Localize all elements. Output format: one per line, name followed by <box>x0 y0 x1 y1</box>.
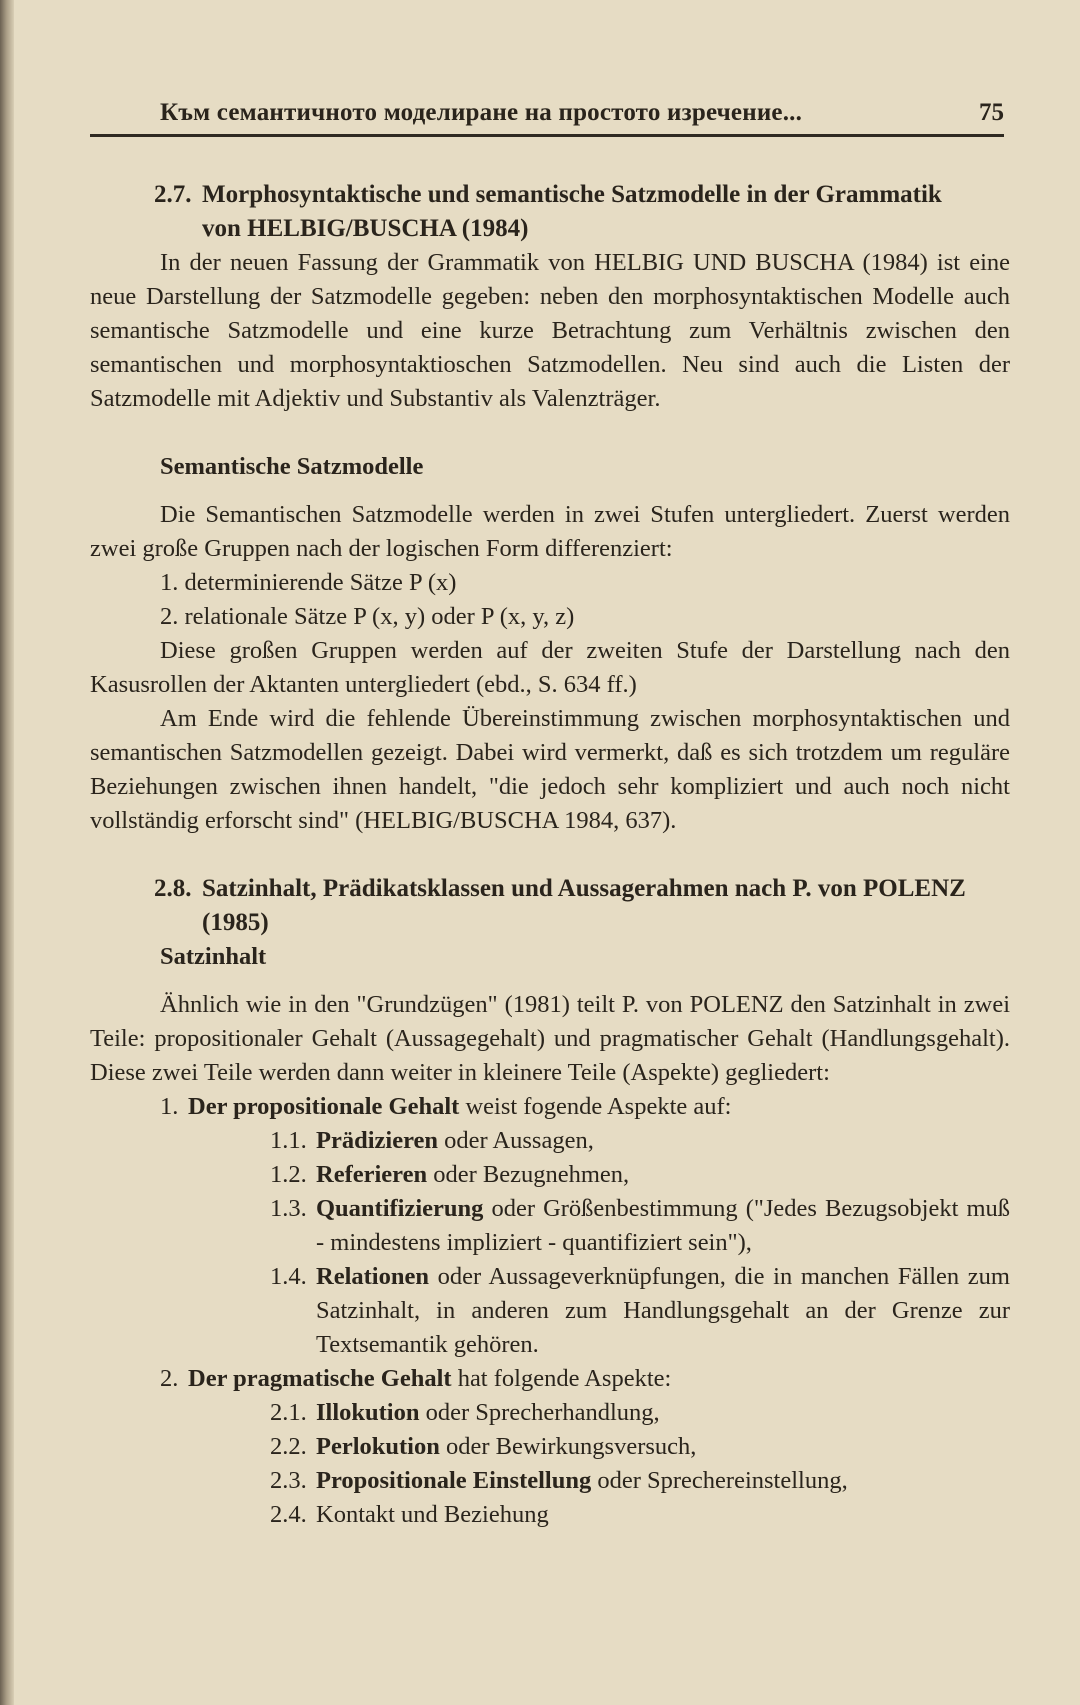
paragraph: Die Semantischen Satzmodelle werden in zwei Stufen untergliedert. Zuerst werden zwei große Gruppen nach der logischen Form differenziert: <box>90 501 1010 562</box>
list-item <box>270 1260 1010 1362</box>
paragraph: Ähnlich wie in den "Grundzügen" (1981) teilt P. von POLENZ den Satzinhalt in zwei Teile: propositionaler Gehalt (Aussagegehalt) und pragmatischer Gehalt (Handlungsgehalt). Diese zwei Teile werden dann weiter in kleinere Teile (Aspekte) gegliedert: <box>90 991 1010 1086</box>
list-item <box>160 1362 1010 1396</box>
term-bold: Quantifizierung <box>316 1195 484 1222</box>
list-item <box>270 1498 1010 1532</box>
list-number: 2.1. <box>270 1399 307 1426</box>
list-item <box>270 1124 1010 1158</box>
aspect-list <box>90 1090 1010 1532</box>
item-text: oder Aussagen, <box>438 1127 594 1154</box>
paragraph: In der neuen Fassung der Grammatik von HELBIG UND BUSCHA (1984) ist eine neue Darstellung der Satzmodelle gegeben: neben den morphosyntaktischen Modelle auch semantische Satzmodelle und eine kurze Betrachtung zum Verhältnis zwischen den semantischen und morphosyntaktioschen Satzmodellen. Neu sind auch die Listen der Satzmodelle mit Adjektiv und Substantiv als Valenzträger. <box>90 249 1010 412</box>
item-text: Kontakt und Beziehung <box>316 1501 549 1528</box>
item-text: oder Sprechereinstellung, <box>591 1467 848 1494</box>
item-text: oder Bezugnehmen, <box>427 1161 630 1188</box>
list-number: 2.4. <box>270 1501 307 1528</box>
section-title-line1: Morphosyntaktische und semantische Satzmodelle in der Grammatik <box>202 181 942 208</box>
paragraph: Diese großen Gruppen werden auf der zweiten Stufe der Darstellung nach den Kasusrollen der Aktanten untergliedert (ebd., S. 634 ff.) <box>90 637 1010 698</box>
list-number: 1.4. <box>270 1263 307 1290</box>
list-number: 1. <box>160 1093 179 1120</box>
subheading-semantische-satzmodelle: Semantische Satzmodelle <box>160 453 424 480</box>
section-title-line2: von HELBIG/BUSCHA (1984) <box>202 215 529 242</box>
section-heading-2-8 <box>90 872 1010 940</box>
term-bold: Prädizieren <box>316 1127 439 1154</box>
list-item <box>270 1192 1010 1260</box>
list-item <box>270 1158 1010 1192</box>
section-title-line2: (1985) <box>202 909 269 936</box>
term-bold: Der pragmatische Gehalt <box>188 1365 452 1392</box>
list-number: 2.3. <box>270 1467 307 1494</box>
list-number: 1.2. <box>270 1161 307 1188</box>
list-number: 1.3. <box>270 1195 307 1222</box>
item-text: oder Größenbestimmung ("Jedes Bezugsobjekt muß - mindestens impliziert - quantifiziert sein"), <box>316 1195 1010 1256</box>
list-number: 1.1. <box>270 1127 307 1154</box>
item-text: oder Bewirkungsversuch, <box>439 1433 697 1460</box>
term-bold: Propositionale Einstellung <box>316 1467 592 1494</box>
section-number: 2.8. <box>154 875 192 902</box>
list-item <box>160 1090 1010 1124</box>
sub-list <box>160 1396 1010 1532</box>
list-item: 2. relationale Sätze P (x, y) oder P (x, y, z) <box>160 603 575 630</box>
term-bold: Relationen <box>316 1263 429 1290</box>
sub-list <box>160 1124 1010 1362</box>
term-bold: Illokution <box>316 1399 420 1426</box>
term-bold: Referieren <box>316 1161 428 1188</box>
item-text: oder Sprecherhandlung, <box>419 1399 660 1426</box>
book-spine-shadow <box>0 0 14 1705</box>
list-number: 2. <box>160 1365 179 1392</box>
item-text: hat folgende Aspekte: <box>451 1365 672 1392</box>
section-title-line1: Satzinhalt, Prädikatsklassen und Aussagerahmen nach P. von POLENZ <box>202 875 966 902</box>
list-item <box>270 1464 1010 1498</box>
item-text: weist fogende Aspekte auf: <box>459 1093 732 1120</box>
page-content <box>90 178 1010 1532</box>
page-number: 75 <box>979 99 1004 126</box>
list-number: 2.2. <box>270 1433 307 1460</box>
item-text: oder Aussageverknüpfungen, die in manchen Fällen zum Satzinhalt, in anderen zum Handlungsgehalt an der Grenze zur Textsemantik gehören. <box>316 1263 1010 1358</box>
running-title: Към семантичното моделиране на простото изречение... <box>160 99 803 126</box>
list-item: 1. determinierende Sätze P (x) <box>160 569 457 596</box>
section-heading-2-7 <box>90 178 1010 246</box>
list-item <box>270 1430 1010 1464</box>
section-number: 2.7. <box>154 181 192 208</box>
running-header <box>90 92 1004 137</box>
paragraph: Am Ende wird die fehlende Übereinstimmung zwischen morphosyntaktischen und semantischen Satzmodellen gezeigt. Dabei wird vermerkt, daß es sich trotzdem um reguläre Beziehungen zwischen ihnen handelt, "die jedoch sehr kompliziert und auch noch nicht vollständig erforscht sind" (HELBIG/BUSCHA 1984, 637). <box>90 705 1010 834</box>
subheading-satzinhalt: Satzinhalt <box>160 943 267 970</box>
list-item <box>270 1396 1010 1430</box>
term-bold: Perlokution <box>316 1433 440 1460</box>
term-bold: Der propositionale Gehalt <box>188 1093 460 1120</box>
